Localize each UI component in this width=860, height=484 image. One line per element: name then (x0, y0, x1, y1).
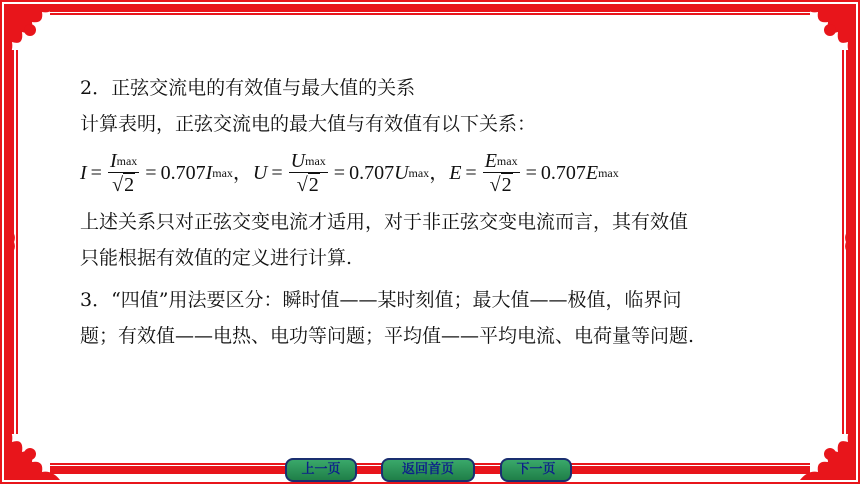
formula-i-var: I (80, 162, 87, 184)
paragraph-applicability-line2: 只能根据有效值的定义进行计算. (80, 247, 353, 269)
heading-effective-max-relation: 2．正弦交流电的有效值与最大值的关系 (80, 77, 416, 99)
paragraph-four-values-line1: 3．“四值”用法要区分：瞬时值——某时刻值；最大值——极值，临界问 (80, 289, 682, 311)
formula-e-fraction: $\frac{Emax}{√2}$ (484, 149, 518, 196)
rms-formula: I = $\frac{Imax}{√2}$ = 0.707 I max ， U = $\frac{Umax}{√2}$ = 0.707 U max ， E = $\frac{Emax}{√2}$ = 0.707 E max (80, 149, 619, 196)
formula-i-fraction: $\frac{Imax}{√2}$ (109, 149, 138, 196)
formula-eq: = (90, 162, 102, 184)
home-page-button[interactable]: 返回首页 (381, 458, 475, 482)
formula-u-fraction: $\frac{Umax}{√2}$ (290, 149, 326, 196)
formula-u-var: U (252, 162, 268, 184)
paragraph-four-values-line2: 题；有效值——电热、电功等问题；平均值——平均电流、电荷量等问题. (80, 325, 695, 347)
paragraph-applicability-line1: 上述关系只对正弦交变电流才适用，对于非正弦交变电流而言，其有效值 (80, 211, 689, 233)
next-page-button[interactable]: 下一页 (500, 458, 572, 482)
calc-statement: 计算表明，正弦交流电的最大值与有效值有以下关系： (80, 113, 537, 135)
formula-e-var: E (449, 162, 462, 184)
slide-content (80, 70, 840, 354)
formula-coef: 0.707 (160, 162, 206, 184)
prev-page-button[interactable]: 上一页 (285, 458, 357, 482)
